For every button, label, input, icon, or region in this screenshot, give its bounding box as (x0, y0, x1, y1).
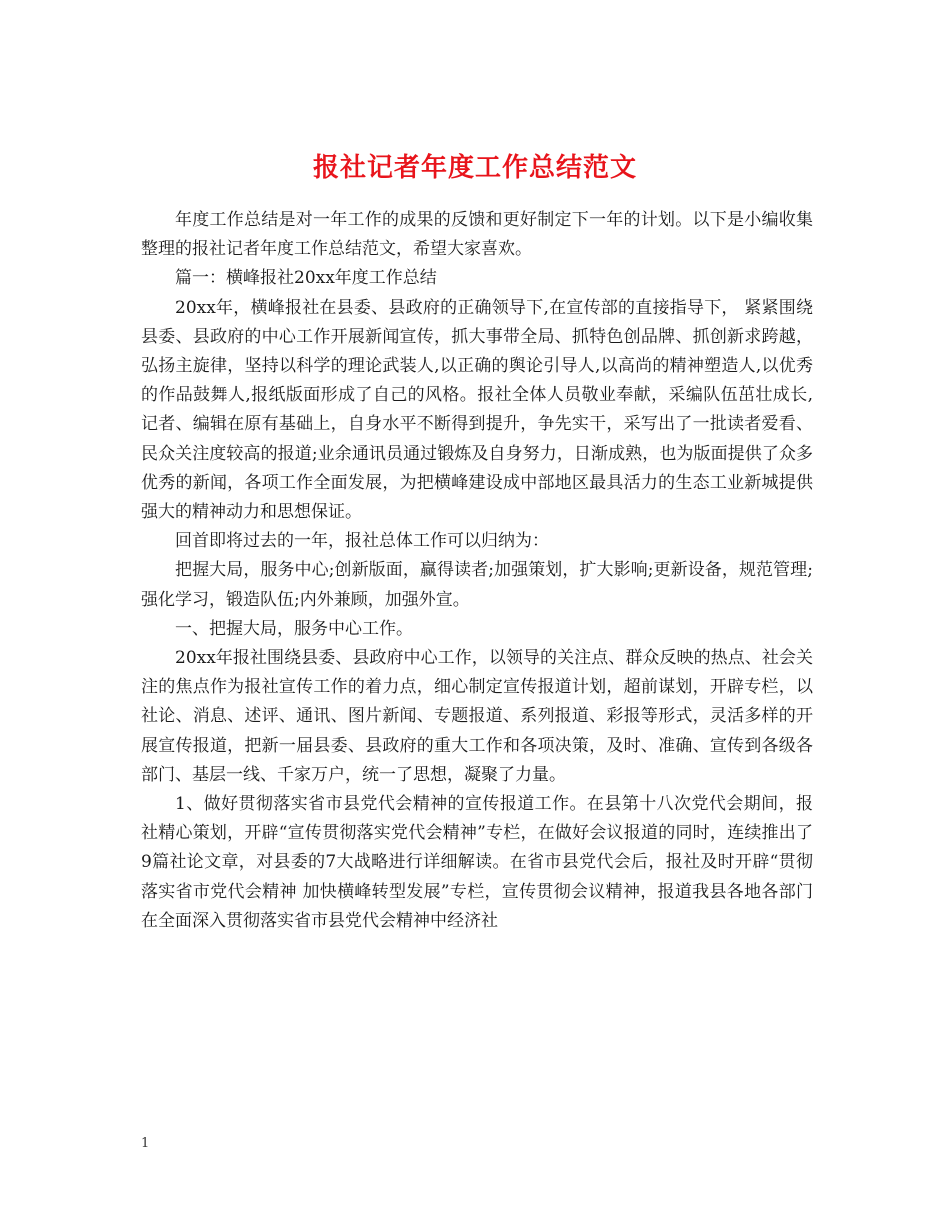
document-body (141, 206, 813, 936)
paragraph-summary-lead: 回首即将过去的一年，报社总体工作可以归纳为： (175, 531, 549, 552)
paragraph-heading-one: 一、把握大局，服务中心工作。 (175, 618, 413, 639)
document-title: 报社记者年度工作总结范文 (312, 153, 637, 184)
paragraph-overview: 20xx年，横峰报社在县委、县政府的正确领导下,在宣传部的直接指导下， 紧紧围绕县委、县政府的中心工作开展新闻宣传，抓大事带全局、抓特色创品牌、抓创新求跨越，弘扬主旋律，坚持以科学的理论武装人,以正确的舆论引导人,以高尚的精神塑造人,以优秀的作品鼓舞人,报纸版面形成了自己的风格。报社全体人员敬业奉献，采编队伍茁壮成长,记者、编辑在原有基础上，自身水平不断得到提升，争先实干，采写出了一批读者爱看、民众关注度较高的报道;业余通讯员通过锻炼及自身努力，日渐成熟，也为版面提供了众多优秀的新闻，各项工作全面发展，为把横峰建设成中部地区最具活力的生态工业新城提供强大的精神动力和思想保证。 (141, 297, 813, 523)
paragraph-item-one: 1、做好贯彻落实省市县党代会精神的宣传报道工作。在县第十八次党代会期间，报社精心策划，开辟“宣传贯彻落实党代会精神”专栏，在做好会议报道的同时，连续推出了9篇社论文章，对县委的7大战略进行详细解读。在省市县党代会后，报社及时开辟“贯彻落实省市党代会精神 加快横峰转型发展”专栏，宣传贯彻会议精神，报道我县各地各部门在全面深入贯彻落实省市县党代会精神中经济社 (141, 794, 813, 931)
paragraph-central-work: 20xx年报社围绕县委、县政府中心工作，以领导的关注点、群众反映的热点、社会关注的焦点作为报社宣传工作的着力点，细心制定宣传报道计划，超前谋划，开辟专栏，以社论、消息、述评、通讯、图片新闻、专题报道、系列报道、彩报等形式，灵活多样的开展宣传报道，把新一届县委、县政府的重大工作和各项决策，及时、准确、宣传到各级各部门、基层一线、千家万户，统一了思想，凝聚了力量。 (141, 648, 813, 785)
paragraph-section-heading: 篇一：横峰报社20xx年度工作总结 (175, 268, 437, 289)
page-number: 1 (141, 1136, 150, 1151)
paragraph-intro: 年度工作总结是对一年工作的成果的反馈和更好制定下一年的计划。以下是小编收集整理的报社记者年度工作总结范文，希望大家喜欢。 (141, 210, 813, 260)
paragraph-summary-points: 把握大局，服务中心;创新版面，赢得读者;加强策划，扩大影响;更新设备，规范管理;强化学习，锻造队伍;内外兼顾，加强外宣。 (141, 560, 813, 610)
